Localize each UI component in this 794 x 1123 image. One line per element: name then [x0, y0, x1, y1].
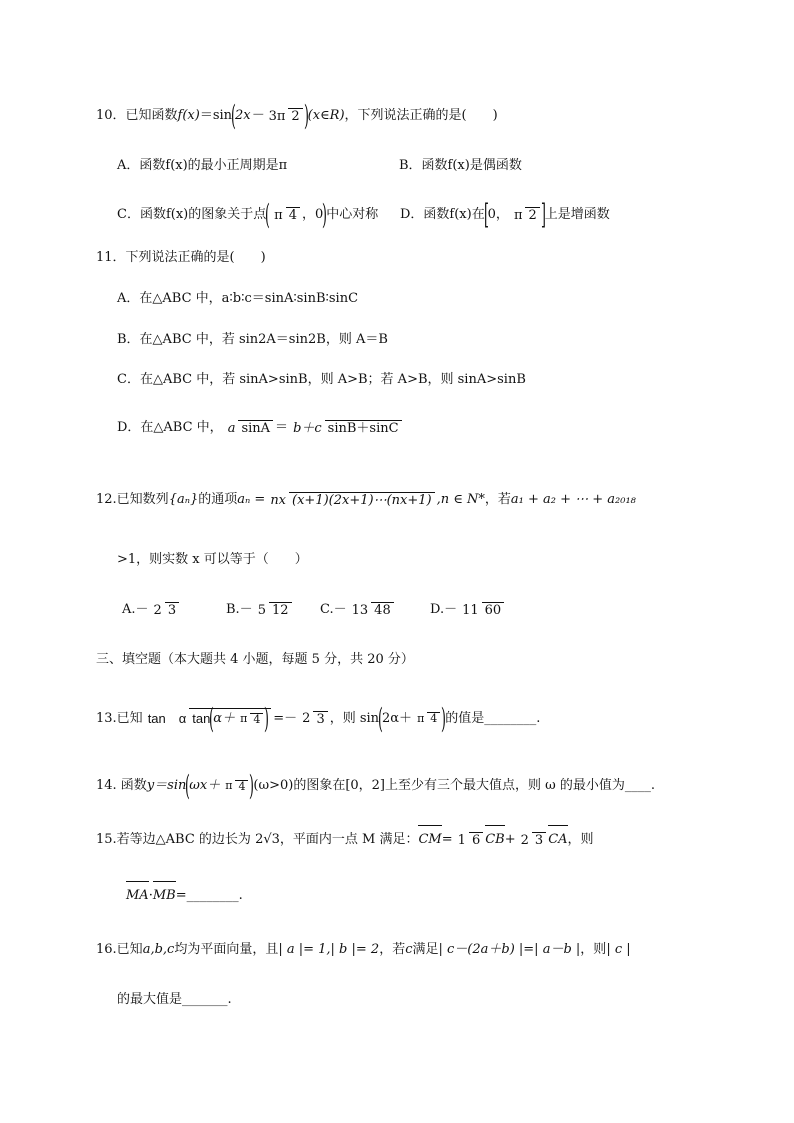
q11-stem: 11．下列说法正确的是( )	[96, 250, 266, 265]
q11-option-c: C．在△ABC 中，若 sinA>sinB，则 A>B；若 A>B，则 sinA>sinB	[117, 372, 526, 387]
fraction: π 4	[271, 207, 300, 223]
fraction: b＋c sinB＋sinC	[290, 420, 402, 436]
q12-option-d: D.－ 11 60	[430, 600, 506, 621]
fraction: π 2	[511, 207, 540, 223]
fraction: 2 3	[151, 602, 180, 618]
q14-line: 14. 函数y＝sin(ωx＋ π 4 )(ω>0)的图象在[0，2]上至少有三个最大值点，则 ω 的最小值为____.	[96, 769, 655, 802]
q12-line2: >1，则实数 x 可以等于（ ）	[117, 552, 308, 567]
fraction: 11 60	[459, 602, 504, 618]
q16-line2: 的最大值是_______.	[117, 992, 232, 1007]
fraction: 1 6	[455, 832, 484, 848]
q11-option-b: B．在△ABC 中，若 sin2A＝sin2B，则 A＝B	[117, 332, 388, 347]
q11-option-d: D．在△ABC 中， a sinA ＝ b＋c sinB＋sinC	[117, 418, 404, 439]
q12-stem: 12.已知数列{aₙ}的通项aₙ = nx (x+1)(2x+1)⋯(nx+1) ,n ∈ N*，若a₁ + a₂ + ⋯ + a₂₀₁₈	[96, 492, 636, 508]
fraction: 2 3	[299, 711, 328, 727]
q15-line2: MA·MB=________.	[126, 886, 243, 907]
q10-option-d: D．函数f(x)在[0， π 2 ]上是增函数	[400, 198, 610, 231]
fraction: tan α tan(α＋ π 4 )	[145, 708, 272, 729]
fraction: 5 12	[255, 602, 292, 618]
fraction: a sinA	[225, 420, 273, 436]
q10-option-a: A．函数f(x)的最小正周期是π	[117, 158, 288, 173]
q16-line1: 16.已知a,b,c均为平面向量，且| a |= 1,| b |= 2，若c满足| c－(2a＋b) |=| a－b |，则| c |	[96, 942, 631, 957]
q12-option-b: B.－ 5 12	[226, 600, 294, 621]
section-heading: 三、填空题（本大题共 4 小题，每题 5 分，共 20 分）	[96, 652, 414, 667]
q12-option-c: C.－ 13 48	[320, 600, 396, 621]
q10-option-c: C．函数f(x)的图象关于点( π 4 ，0)中心对称	[117, 198, 379, 231]
fraction: 2 3	[518, 832, 547, 848]
fraction: nx (x+1)(2x+1)⋯(nx+1)	[267, 492, 434, 508]
fraction: 13 48	[349, 602, 394, 618]
q15-line1: 15.若等边△ABC 的边长为 2√3，平面内一点 M 满足：CM= 1 6 CB+ 2 3 CA，则	[96, 832, 594, 848]
q12-option-a: A.－ 2 3	[122, 600, 181, 621]
q10-stem: 10．已知函数f(x)＝sin(2x－ 3π 2 )(x∈R)，下列说法正确的是( )	[96, 99, 498, 132]
q11-option-a: A．在△ABC 中，a∶b∶c＝sinA∶sinB∶sinC	[117, 291, 359, 306]
fraction: 3π 2	[266, 108, 303, 124]
q10-option-b: B．函数f(x)是偶函数	[399, 158, 522, 173]
q13-line: 13.已知 tan α tan(α＋ π 4 ) =－ 2 3 ，则 sin(2α＋ π 4 )的值是________.	[96, 701, 541, 735]
